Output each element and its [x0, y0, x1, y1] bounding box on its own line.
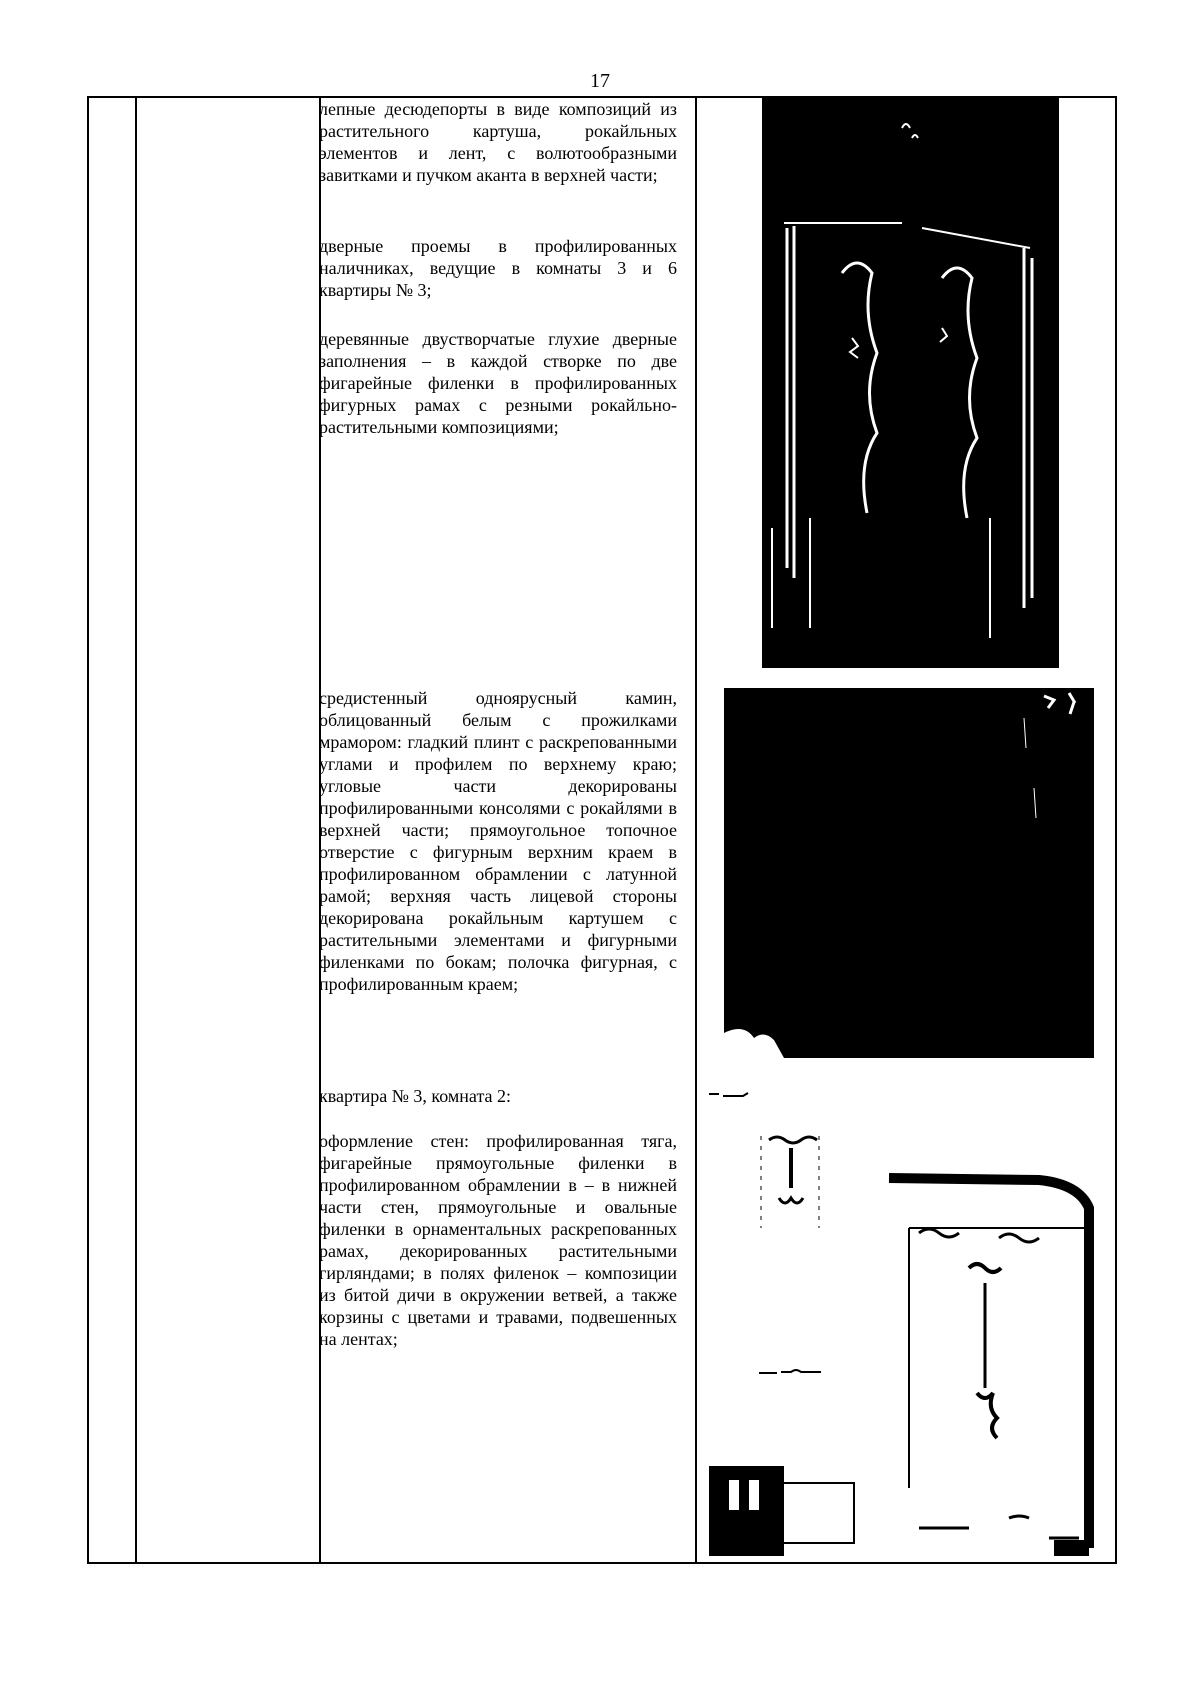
column-divider — [695, 98, 697, 1562]
monument-table — [87, 96, 1117, 1564]
description-paragraph: деревянные двустворчатые глухие дверные заполнения – в каждой створке по две фигарейные филенки в профилированных фигурных рамах с резными рокайльно-растительными композициями; — [319, 329, 677, 437]
description-paragraph: дверные проемы в профилированных наличниках, ведущие в комнаты 3 и 6 квартиры № 3; — [319, 236, 677, 300]
door-photo — [762, 98, 1059, 668]
column-divider — [135, 98, 137, 1562]
description-paragraph: квартира № 3, комната 2: — [319, 1086, 512, 1106]
description-paragraph: средистенный одноярусный камин, облицованный белым с прожилками мрамором: гладкий плинт с раскрепованными углами и профилем по верхнему краю; угловые части декорированы профилированными консолями с рокайлями в верхней части; прямоугольное топочное отверстие с фигурным верхним краем в профилированном обрамлении с латунной рамой; верхняя часть лицевой стороны декорирована рокайльным картушем с растительными элементами и фигурными филенками по бокам; полочка фигурная, с профилированным краем; — [319, 688, 677, 994]
page-number: 17 — [590, 70, 610, 92]
wall-decoration-photo — [709, 1088, 1101, 1556]
fireplace-photo — [724, 688, 1094, 1058]
description-paragraph: оформление стен: профилированная тяга, фигарейные прямоугольные филенки в профилированном обрамлении в – в нижней части стен, прямоугольные и овальные филенки в орнаментальных раскрепованных рамах, декорированных растительными гирляндами; в полях филенок – композиции из битой дичи в окружении ветвей, а также корзины с цветами и травами, подвешенных на лентах; — [319, 1131, 677, 1349]
description-paragraph: лепные десюдепорты в виде композиций из растительного картуша, рокайльных элементов и лент, с волютообразными завитками и пучком аканта в верхней части; — [319, 99, 677, 185]
